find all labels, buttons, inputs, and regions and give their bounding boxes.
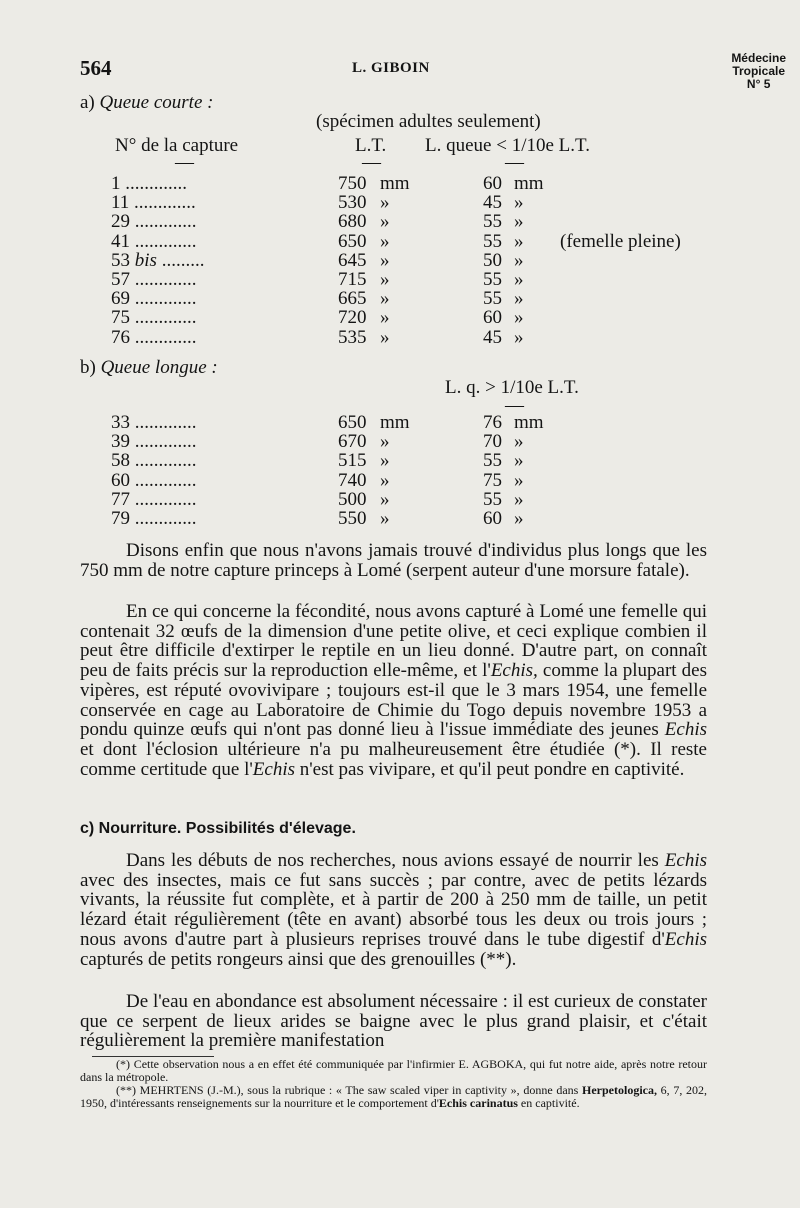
tail-length-value: 60 (483, 307, 502, 329)
p2-part-d: n'est pas vivipare, et qu'il peut pondre en captivité. (295, 758, 685, 780)
total-length-unit: » (380, 192, 390, 214)
tail-length-unit: mm (514, 412, 544, 433)
p2-echis-1: Echis, (490, 660, 538, 682)
paragraph-2 (80, 602, 707, 779)
total-length-value: 550 (338, 508, 367, 529)
leader-dots: ............. (130, 288, 197, 310)
p3-echis-2: Echis (664, 928, 707, 950)
capture-number-value: 39 (111, 431, 130, 453)
p2-echis-2: Echis (664, 719, 707, 741)
capture-number-value: 1 (111, 173, 121, 194)
capture-suffix: bis (134, 249, 157, 271)
tail-length-unit: » (514, 450, 524, 472)
total-length-unit: » (380, 431, 390, 453)
paragraph-4 (80, 992, 707, 1051)
leader-dots: ............. (130, 488, 197, 510)
section-a-subtitle: (spécimen adultes seulement) (316, 111, 541, 132)
paragraph-1-text: Disons enfin que nous n'avons jamais trouvé d'individus plus longs que les 750 mm de notre capture princeps à Lomé (serpent auteur d'une morsure fatale). (80, 540, 707, 581)
col-header-capture: N° de la capture (115, 135, 239, 156)
journal-line-2: Tropicale (732, 64, 785, 78)
tail-length-unit: » (514, 488, 524, 510)
total-length-unit: » (380, 269, 390, 290)
total-length-unit: » (380, 288, 390, 310)
tail-length-unit: » (514, 326, 524, 348)
tail-length-value: 55 (483, 288, 502, 310)
capture-number-value: 79 (111, 508, 130, 529)
section-b-title-text: Queue longue : (100, 357, 218, 378)
table-a-row (0, 173, 800, 193)
p3-part-c: capturés de petits rongeurs ainsi que des grenouilles (**). (80, 948, 517, 970)
tail-length-value: 55 (483, 269, 502, 290)
col-dash-capture: — (175, 152, 194, 173)
table-a-row (0, 288, 800, 308)
tail-length-value: 60 (483, 508, 502, 529)
footnote-2-part-b: 6, 7, 202, 1950, d'intéressants renseignements sur la nourriture et le comportement d' (80, 1083, 708, 1110)
tail-length-value: 60 (483, 173, 502, 194)
total-length (338, 326, 390, 349)
tail-length-value: 45 (483, 192, 502, 214)
leader-dots: ............. (130, 508, 197, 529)
journal-line-1: Médecine (731, 51, 786, 65)
tail-length-value: 76 (483, 412, 502, 433)
leader-dots: ............. (130, 230, 197, 252)
leader-dots: ............. (129, 192, 196, 214)
paragraph-1 (80, 541, 707, 580)
leader-dots: ......... (156, 249, 205, 271)
total-length-unit: » (380, 508, 390, 529)
total-length (338, 508, 390, 530)
tail-length-value: 55 (483, 211, 502, 233)
section-a-label: a) (80, 92, 95, 113)
p2-echis-3: Echis (252, 758, 295, 780)
tail-length-unit: » (514, 469, 524, 491)
tail-length-unit: » (514, 307, 524, 329)
page-number: 564 (80, 56, 112, 80)
total-length-value: 645 (338, 249, 367, 271)
tail-length (483, 326, 524, 349)
table-a-row (0, 250, 800, 270)
capture-number-value: 33 (111, 412, 130, 433)
capture-number (111, 327, 197, 349)
total-length-unit: » (380, 488, 390, 510)
capture-number-value: 53 (111, 249, 130, 271)
total-length-unit: mm (380, 412, 410, 433)
p3-echis-1: Echis (664, 850, 707, 871)
capture-number-value: 75 (111, 307, 130, 329)
capture-number-value: 60 (111, 469, 130, 491)
total-length-value: 650 (338, 230, 367, 252)
table-b-row (0, 489, 800, 509)
total-length-unit: » (380, 249, 390, 271)
p2-part-b: comme la plupart des vipères, est réputé ovovivipare ; toujours est-il que le 3 mars 1954, une femelle conservée en cage au Laboratoire de Chimie du Togo depuis novembre 1953 a pondu quinze œufs qui n'ont pas donné lieu à l'issue immédiate des jeunes (80, 660, 708, 741)
footnote-1: (*) Cette observation nous a en effet été communiquée par l'infirmier E. AGBOKA, qui fut notre aide, après notre retour dans la métropole. (80, 1057, 707, 1084)
leader-dots: ............. (130, 450, 197, 472)
leader-dots: ............. (130, 431, 197, 453)
col-header-lt: L.T. (355, 135, 387, 156)
tail-length-unit: » (514, 249, 524, 271)
tail-length-value: 70 (483, 431, 502, 453)
leader-dots: ............. (130, 469, 197, 491)
col-dash-lq-b: — (505, 395, 524, 416)
leader-dots: ............. (130, 307, 197, 329)
total-length-value: 650 (338, 412, 367, 433)
total-length-value: 720 (338, 307, 367, 329)
total-length-value: 535 (338, 326, 367, 348)
tail-length-value: 55 (483, 488, 502, 510)
journal-line-3: N° 5 (746, 77, 771, 91)
table-b-row (0, 470, 800, 490)
footnotes (80, 1058, 707, 1110)
capture-number (111, 508, 197, 530)
tail-length-unit: » (514, 269, 524, 290)
total-length-unit: » (380, 307, 390, 329)
tail-length-value: 55 (483, 230, 502, 252)
tail-length-value: 45 (483, 326, 502, 348)
paragraph-4-text: De l'eau en abondance est absolument nécessaire : il est curieux de constater que ce serpent de lieux arides se baigne avec le plus grand plaisir, et c'était régulièrement la première manifestation (80, 991, 707, 1052)
tail-length-unit: » (514, 508, 524, 529)
col-dash-lq: — (505, 152, 524, 173)
total-length-value: 680 (338, 211, 367, 233)
total-length-unit: » (380, 469, 390, 491)
capture-number-value: 76 (111, 326, 130, 348)
tail-length-unit: mm (514, 173, 544, 194)
section-a-title (80, 92, 213, 114)
table-b-row (0, 450, 800, 470)
section-b-title (80, 357, 218, 379)
table-b-row (0, 412, 800, 432)
total-length-unit: » (380, 211, 390, 233)
tail-length-unit: » (514, 211, 524, 233)
tail-length (483, 508, 524, 530)
capture-number-value: 57 (111, 269, 130, 290)
footnote-2-part-c: en captivité. (517, 1096, 580, 1110)
tail-length-unit: » (514, 192, 524, 214)
table-a-row (0, 231, 800, 251)
col-dash-lt: — (362, 152, 381, 173)
total-length-value: 750 (338, 173, 367, 194)
section-a-title-text: Queue courte : (99, 92, 214, 113)
p2-part-c: et dont l'éclosion ultérieure n'a pu malheureusement être étudiée (*). Il reste comme certitude que l' (80, 738, 707, 780)
table-a-row (0, 192, 800, 212)
total-length-value: 530 (338, 192, 367, 214)
p2-part-a: En ce qui concerne la fécondité, nous avons capturé à Lomé une femelle qui contenait 32 œufs de la dimension d'une petite olive, et ceci explique combien il peut être difficile d'extirper le reptile en un lieu donné. D'autre part, on connaît peu de faits précis sur la reproduction elle-même, et l' (80, 601, 707, 682)
row-note: (femelle pleine) (560, 230, 681, 252)
total-length-value: 500 (338, 488, 367, 510)
paragraph-3 (80, 851, 707, 969)
leader-dots: ............. (130, 211, 197, 233)
footnote-2-species: Echis carinatus (438, 1096, 518, 1110)
p3-part-a: Dans les débuts de nos recherches, nous avions essayé de nourrir les (126, 850, 665, 871)
capture-number-value: 41 (111, 230, 130, 252)
table-a-row (0, 269, 800, 289)
footnote-2 (80, 1084, 707, 1110)
total-length-unit: » (380, 326, 390, 348)
col-header-lq: L. queue < 1/10e L.T. (425, 135, 590, 156)
tail-length-unit: » (514, 431, 524, 453)
footnote-2-part-a: (**) MEHRTENS (J.-M.), sous la rubrique : « The saw scaled viper in captivity », donne dans (116, 1083, 583, 1097)
total-length-value: 715 (338, 269, 367, 290)
table-a-row (0, 327, 800, 347)
total-length-value: 515 (338, 450, 367, 472)
tail-length-value: 55 (483, 450, 502, 472)
p3-part-b: avec des insectes, mais ce fut sans succès ; par contre, avec de petits lézards vivants, la réussite fut complète, et à partir de 200 à 250 mm de taille, un petit lézard était régulièrement (tête en avant) absorbé tous les deux ou trois jours ; nous avons d'autre part à plusieurs reprises trouvé dans le tube digestif d' (80, 869, 707, 950)
section-c-heading: c) Nourriture. Possibilités d'élevage. (80, 820, 356, 837)
section-b-label: b) (80, 357, 96, 378)
capture-number-value: 77 (111, 488, 130, 510)
total-length-value: 670 (338, 431, 367, 453)
leader-dots: ............. (130, 412, 197, 433)
total-length-value: 740 (338, 469, 367, 491)
tail-length-unit: » (514, 288, 524, 310)
table-b-row (0, 508, 800, 528)
table-b-row (0, 431, 800, 451)
table-a-row (0, 307, 800, 327)
capture-number-value: 11 (111, 192, 130, 214)
tail-length-unit: » (514, 230, 524, 252)
col-header-lq-b: L. q. > 1/10e L.T. (445, 377, 579, 398)
tail-length-value: 75 (483, 469, 502, 491)
footnote-2-journal: Herpetologica, (582, 1083, 657, 1097)
total-length-unit: » (380, 450, 390, 472)
leader-dots: ............. (130, 326, 197, 348)
total-length-unit: » (380, 230, 390, 252)
capture-number-value: 29 (111, 211, 130, 233)
running-author: L. GIBOIN (352, 60, 430, 76)
leader-dots: ............. (130, 269, 197, 290)
capture-number-value: 58 (111, 450, 130, 472)
table-a-row (0, 211, 800, 231)
total-length-unit: mm (380, 173, 410, 194)
capture-number-value: 69 (111, 288, 130, 310)
leader-dots: ............. (120, 173, 187, 194)
journal-label (731, 52, 786, 91)
total-length-value: 665 (338, 288, 367, 310)
tail-length-value: 50 (483, 249, 502, 271)
